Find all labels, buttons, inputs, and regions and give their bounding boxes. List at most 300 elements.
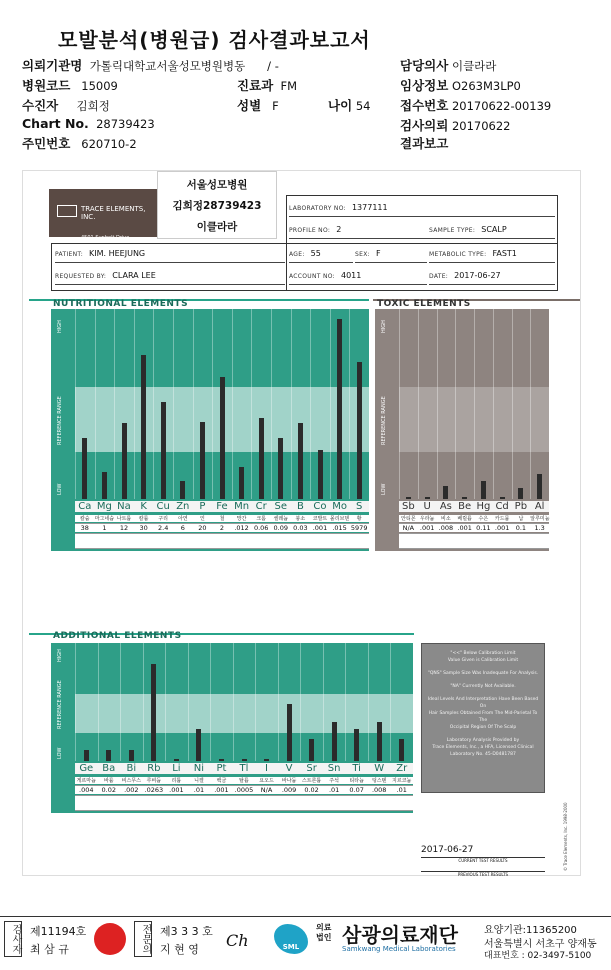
column-divider: [98, 643, 99, 761]
element-bar-na: [122, 423, 127, 499]
element-korean-name: 철: [212, 515, 232, 522]
previous-test-label: PREVIOUS TEST RESULTS: [421, 871, 545, 877]
column-divider: [349, 309, 350, 499]
column-divider: [345, 643, 346, 761]
element-symbol: V: [278, 763, 301, 774]
column-divider: [399, 309, 400, 499]
element-value: 0.02: [98, 785, 121, 794]
element-symbol: Pt: [210, 763, 233, 774]
element-symbol: As: [437, 501, 456, 512]
examiner-name: 최 삼 규: [30, 943, 69, 956]
specialist-name: 지 현 영: [160, 943, 199, 956]
element-bar-be: [462, 497, 467, 499]
element-korean-name: 붕소: [291, 515, 311, 522]
element-korean-name: 수은: [474, 515, 493, 522]
previous-value-cell: [193, 533, 213, 549]
column-divider: [300, 643, 301, 761]
element-value: .01: [188, 785, 211, 794]
element-korean-name: 루비듐: [143, 777, 166, 784]
header-row-chart-no: Chart No. 28739423: [22, 116, 155, 131]
previous-value-cell: [310, 533, 330, 549]
element-symbol: Na: [114, 501, 134, 512]
element-symbol: Mn: [232, 501, 252, 512]
current-test-date: 2017-06-27: [421, 845, 474, 855]
element-symbol: Hg: [474, 501, 493, 512]
specialist-signature: Ch: [226, 931, 249, 950]
element-symbol: Ni: [188, 763, 211, 774]
lab-report-sheet: [22, 170, 581, 876]
toxic-title: TOXIC ELEMENTS: [377, 299, 471, 309]
element-korean-name: 몰리브덴: [329, 516, 350, 522]
column-divider: [165, 643, 166, 761]
column-divider: [134, 309, 135, 499]
field-metabolic-type: METABOLIC TYPE: FAST1: [429, 245, 555, 263]
column-divider: [330, 309, 331, 499]
logo-mark-icon: [57, 205, 77, 217]
element-korean-name: 티타늄: [345, 777, 368, 784]
org-name: 삼광의료재단: [342, 923, 458, 947]
previous-value-cell: [330, 533, 350, 549]
current-test-label: CURRENT TEST RESULTS: [421, 857, 545, 863]
note-line: Laboratory Analysis Provided by: [446, 738, 520, 743]
element-bar-cd: [500, 497, 505, 499]
element-value: .004: [75, 785, 98, 794]
element-korean-name: 지르코늄: [392, 778, 412, 784]
examiner-seal-icon: [94, 923, 126, 955]
element-value: 6: [173, 523, 193, 532]
element-korean-name: 마그네슘: [94, 516, 115, 522]
nutritional-title: NUTRITIONAL ELEMENTS: [53, 299, 189, 309]
element-value: .001: [165, 785, 188, 794]
element-value: 0.07: [345, 785, 368, 794]
element-korean-name: 바륨: [98, 777, 121, 784]
element-value: 0.11: [474, 523, 493, 532]
element-value: 2.4: [153, 523, 173, 532]
element-symbol: Sn: [323, 763, 346, 774]
element-value: N/A: [399, 523, 418, 532]
column-divider: [291, 309, 292, 499]
element-symbol: Zr: [390, 763, 413, 774]
element-bar-p: [200, 422, 205, 499]
field-account-no: ACCOUNT NO: 4011: [289, 267, 427, 285]
hospital-stamp: [157, 171, 277, 239]
previous-value-cell: [153, 533, 173, 549]
note-line: Ideal Levels And Interpretation Have Been Based On: [427, 697, 539, 709]
element-symbol: Ti: [345, 763, 368, 774]
axis-label: REFERENCE RANGE: [381, 396, 387, 445]
column-divider: [143, 643, 144, 761]
element-value: .001: [493, 523, 512, 532]
element-value: .002: [120, 785, 143, 794]
element-value: .008: [368, 785, 391, 794]
element-symbol: B: [291, 501, 311, 512]
element-symbol: Mo: [330, 501, 350, 512]
header-row-patient: 수진자 김희정: [22, 98, 110, 113]
element-symbol: Ge: [75, 763, 98, 774]
element-symbol: Mg: [95, 501, 115, 512]
previous-value-cell: [323, 795, 346, 811]
note-line: Hair Samples Obtained From The Mid-Parietal To The: [428, 711, 538, 723]
element-bar-w: [377, 722, 382, 761]
axis-label: REFERENCE RANGE: [57, 679, 63, 729]
element-bar-zr: [399, 739, 404, 761]
note-line: Value Given is Calibration Limit: [447, 658, 519, 663]
note-line: "<<" Below Calibration Limit: [450, 651, 516, 656]
header-row-request-date: 검사의뢰 20170622: [400, 118, 511, 133]
element-bar-sr: [309, 739, 314, 761]
note-line: Laboratory No. 45-D0481787: [450, 752, 516, 757]
element-value: .008: [437, 523, 456, 532]
element-symbol: Pb: [512, 501, 531, 512]
previous-value-cell: [349, 533, 369, 549]
column-divider: [188, 643, 189, 761]
nutritional-chart: [51, 309, 369, 551]
specialist-license: 제3 3 3 호: [160, 925, 213, 938]
element-symbol: U: [418, 501, 437, 512]
field-date: DATE: 2017-06-27: [429, 267, 555, 285]
element-value: 0.09: [271, 523, 291, 532]
element-value: 38: [75, 523, 95, 532]
previous-value-cell: [173, 533, 193, 549]
element-korean-name: 안티몬: [399, 515, 418, 522]
stamp-hospital: 서울성모병원: [186, 179, 248, 191]
column-divider: [255, 643, 256, 761]
column-divider: [278, 643, 279, 761]
field-sex: SEX: F: [355, 245, 427, 263]
element-symbol: I: [255, 763, 278, 774]
column-divider: [368, 643, 369, 761]
note-line: "NA" Currently Not Available.: [450, 684, 516, 689]
element-value: .015: [330, 523, 350, 532]
previous-value-cell: [530, 533, 549, 549]
element-symbol: W: [368, 763, 391, 774]
header-row-id-no: 주민번호 620710-2: [22, 136, 137, 151]
element-korean-name: 황: [349, 515, 369, 522]
element-korean-name: 리튬: [165, 777, 188, 784]
previous-value-cell: [455, 533, 474, 549]
element-value: .009: [278, 785, 301, 794]
specialist-label: 전문의: [134, 921, 152, 957]
axis-label: LOW: [57, 747, 63, 759]
element-korean-name: 아연: [173, 515, 193, 522]
trace-elements-logo: [49, 189, 157, 241]
previous-value-cell: [291, 533, 311, 549]
legend-note-box: [421, 643, 545, 793]
element-bar-bi: [129, 750, 134, 761]
reference-range-band: [75, 694, 413, 733]
examiner-label: 검사자: [4, 921, 22, 957]
element-value: 1: [95, 523, 115, 532]
header-row-receipt-no: 접수번호 20170622-00139: [400, 98, 552, 113]
element-bar-pt: [219, 759, 224, 761]
note-line: "QNS" Sample Size Was Inadequate For Analysis.: [427, 671, 539, 676]
column-divider: [193, 309, 194, 499]
element-korean-name: 나트륨: [114, 515, 134, 522]
element-korean-name: 셀레늄: [271, 515, 291, 522]
previous-value-cell: [493, 533, 512, 549]
element-value: 2: [212, 523, 232, 532]
element-symbol: Se: [271, 501, 291, 512]
column-divider: [310, 309, 311, 499]
element-korean-name: 인: [193, 515, 213, 522]
element-symbol: Al: [530, 501, 549, 512]
element-bar-co: [318, 450, 323, 499]
element-bar-k: [141, 355, 146, 499]
element-bar-cu: [161, 402, 166, 499]
previous-value-cell: [255, 795, 278, 811]
stamp-patient: 김희정28739423: [172, 200, 262, 212]
column-divider: [271, 309, 272, 499]
element-bar-mn: [239, 467, 244, 499]
element-value: .0263: [144, 786, 164, 794]
previous-value-cell: [188, 795, 211, 811]
axis-label: LOW: [57, 483, 63, 496]
axis-label: HIGH: [57, 320, 63, 334]
element-korean-name: 망간: [232, 515, 252, 522]
element-symbol: Co: [310, 501, 330, 512]
header-row-report-date: 결과보고: [400, 136, 449, 151]
element-bar-sn: [332, 722, 337, 761]
previous-value-cell: [251, 533, 271, 549]
element-bar-se: [278, 438, 283, 499]
element-symbol: Sr: [300, 763, 323, 774]
previous-value-cell: [368, 795, 391, 811]
element-bar-al: [537, 474, 542, 499]
copyright-text: © Trace Elements, Inc. 1998-2000: [563, 802, 568, 871]
element-value: .001: [210, 785, 233, 794]
report-footer: [0, 916, 611, 961]
element-korean-name: 코발트: [310, 515, 330, 522]
logo-address: 4501 Sunbelt Drive: [81, 235, 130, 241]
element-bar-zn: [180, 481, 185, 499]
previous-value-cell: [474, 533, 493, 549]
element-korean-name: 스트론튬: [301, 778, 322, 784]
previous-value-cell: [120, 795, 143, 811]
element-symbol: Ba: [98, 763, 121, 774]
element-bar-i: [264, 759, 269, 761]
element-value: 0.02: [300, 785, 323, 794]
element-korean-name: 칼슘: [75, 515, 95, 522]
previous-value-cell: [75, 795, 98, 811]
org-code: 요양기관:11365200: [484, 925, 577, 936]
header-row-clinical-info: 임상정보 O263M3LP0: [400, 78, 521, 93]
element-korean-name: 구리: [153, 515, 173, 522]
element-korean-name: 크롬: [251, 515, 271, 522]
element-value: 5979: [350, 524, 368, 532]
element-value: 20: [193, 523, 213, 532]
stamp-doctor: 이클라라: [196, 221, 238, 233]
element-value: .012: [232, 523, 252, 532]
previous-value-cell: [134, 533, 154, 549]
element-bar-ge: [84, 750, 89, 761]
header-row-institution: 의뢰기관명 가톨릭대학교서울성모병원병동 / -: [22, 58, 279, 73]
sml-logo-text: SML: [282, 943, 300, 951]
previous-value-cell: [300, 795, 323, 811]
previous-value-cell: [345, 795, 368, 811]
additional-title: ADDITIONAL ELEMENTS: [53, 631, 182, 641]
element-korean-name: 요오드: [255, 777, 278, 784]
element-bar-u: [425, 497, 430, 499]
column-divider: [418, 309, 419, 499]
previous-value-cell: [418, 533, 437, 549]
previous-value-cell: [233, 795, 256, 811]
element-symbol: Cr: [251, 501, 271, 512]
header-row-doctor: 담당의사 이클라라: [400, 58, 497, 73]
element-value: .01: [390, 785, 413, 794]
previous-value-cell: [75, 533, 95, 549]
element-korean-name: 베릴륨: [455, 515, 474, 522]
previous-value-cell: [95, 533, 115, 549]
element-value: .001: [455, 523, 474, 532]
field-profile-no: PROFILE NO: 2: [289, 221, 429, 239]
column-divider: [114, 309, 115, 499]
element-bar-pb: [518, 488, 523, 499]
element-value: 0.1: [512, 523, 531, 532]
element-bar-ba: [106, 750, 111, 761]
field-sample-type: SAMPLE TYPE: SCALP: [429, 221, 555, 239]
header-row-department: 진료과 FM: [237, 78, 298, 93]
element-symbol: K: [134, 501, 154, 512]
column-divider: [493, 309, 494, 499]
element-korean-name: 우라늄: [418, 515, 437, 522]
element-korean-name: 납: [512, 515, 531, 522]
element-bar-as: [443, 486, 448, 499]
element-bar-tl: [242, 759, 247, 761]
element-symbol: Be: [455, 501, 474, 512]
element-bar-mo: [337, 319, 342, 499]
toxic-chart: [375, 309, 549, 551]
column-divider: [233, 643, 234, 761]
element-korean-name: 니켈: [188, 777, 211, 784]
header-row-hospital-code: 병원코드 15009: [22, 78, 118, 93]
org-phone: 대표번호 : 02-3497-5100: [484, 951, 592, 961]
element-value: 30: [134, 523, 154, 532]
previous-value-cell: [390, 795, 413, 811]
element-korean-name: 텅스텐: [368, 777, 391, 784]
element-korean-name: 알루미늄: [530, 516, 550, 522]
element-symbol: Sb: [399, 501, 418, 512]
header-row-age: 나이 54: [328, 98, 371, 113]
sml-logo-icon: [274, 924, 308, 954]
field-requested-by: REQUESTED BY: CLARA LEE: [55, 267, 285, 285]
element-value: 0.03: [291, 523, 311, 532]
org-name-en: Samkwang Medical Laboratories: [342, 945, 456, 953]
field-patient: PATIENT: KIM. HEEJUNG: [55, 245, 285, 263]
element-bar-b: [298, 423, 303, 499]
org-prefix: 의료법인: [316, 923, 332, 942]
column-divider: [323, 643, 324, 761]
element-symbol: Cd: [493, 501, 512, 512]
element-symbol: Bi: [120, 763, 143, 774]
previous-value-cell: [212, 533, 232, 549]
axis-label: HIGH: [57, 648, 63, 662]
element-bar-li: [174, 759, 179, 761]
element-korean-name: 카드뮴: [493, 515, 512, 522]
element-symbol: Li: [165, 763, 188, 774]
element-bar-fe: [220, 377, 225, 499]
element-value: .001: [418, 523, 437, 532]
element-bar-s: [357, 362, 362, 499]
element-value: 1.3: [530, 523, 549, 532]
axis-label: HIGH: [381, 320, 387, 334]
previous-value-cell: [114, 533, 134, 549]
element-symbol: Fe: [212, 501, 232, 512]
element-bar-hg: [481, 481, 486, 499]
column-divider: [512, 309, 513, 499]
axis-label: LOW: [381, 483, 387, 496]
element-value: N/A: [255, 785, 278, 794]
element-bar-cr: [259, 418, 264, 499]
previous-value-cell: [143, 795, 166, 811]
column-divider: [474, 309, 475, 499]
previous-value-cell: [437, 533, 456, 549]
element-bar-mg: [102, 472, 107, 499]
element-value: 12: [114, 523, 134, 532]
column-divider: [173, 309, 174, 499]
element-value: .0005: [234, 786, 254, 794]
element-bar-rb: [151, 664, 156, 761]
axis-label: REFERENCE RANGE: [57, 396, 63, 445]
additional-chart: [51, 643, 413, 813]
column-divider: [455, 309, 456, 499]
field-laboratory-no: LABORATORY NO: 1377111: [289, 199, 555, 217]
element-bar-ti: [354, 729, 359, 761]
previous-value-cell: [399, 533, 418, 549]
element-symbol: Ca: [75, 501, 95, 512]
element-korean-name: 주석: [323, 777, 346, 784]
previous-value-cell: [278, 795, 301, 811]
note-line: Occipital Region Of The Scalp: [449, 725, 517, 730]
column-divider: [212, 309, 213, 499]
previous-value-cell: [210, 795, 233, 811]
field-age: AGE: 55: [289, 245, 353, 263]
note-line: Trace Elements, Inc., a HFA, Licensed Clinical: [432, 745, 534, 750]
element-bar-sb: [406, 497, 411, 499]
column-divider: [75, 309, 76, 499]
column-divider: [232, 309, 233, 499]
previous-value-cell: [232, 533, 252, 549]
logo-text: TRACE ELEMENTS, INC.: [81, 205, 146, 221]
element-korean-name: 비스무스: [121, 778, 141, 784]
element-korean-name: 게르마늄: [76, 778, 96, 784]
element-symbol: Rb: [143, 763, 166, 774]
column-divider: [210, 643, 211, 761]
element-korean-name: 백금: [210, 777, 233, 784]
header-row-sex: 성별 F: [237, 98, 279, 113]
element-bar-v: [287, 704, 292, 761]
previous-value-cell: [98, 795, 121, 811]
element-symbol: Zn: [173, 501, 193, 512]
column-divider: [437, 309, 438, 499]
previous-value-cell: [512, 533, 531, 549]
previous-value-cell: [271, 533, 291, 549]
column-divider: [530, 309, 531, 499]
element-korean-name: 탈륨: [233, 777, 256, 784]
element-symbol: S: [349, 501, 369, 512]
element-symbol: Tl: [233, 763, 256, 774]
element-symbol: P: [193, 501, 213, 512]
previous-value-cell: [165, 795, 188, 811]
column-divider: [75, 643, 76, 761]
element-bar-ca: [82, 438, 87, 499]
column-divider: [251, 309, 252, 499]
element-bar-ni: [196, 729, 201, 761]
element-korean-name: 바나듐: [278, 777, 301, 784]
element-value: .01: [323, 785, 346, 794]
element-korean-name: 칼륨: [134, 515, 154, 522]
examiner-license: 제11194호: [30, 925, 87, 938]
column-divider: [120, 643, 121, 761]
